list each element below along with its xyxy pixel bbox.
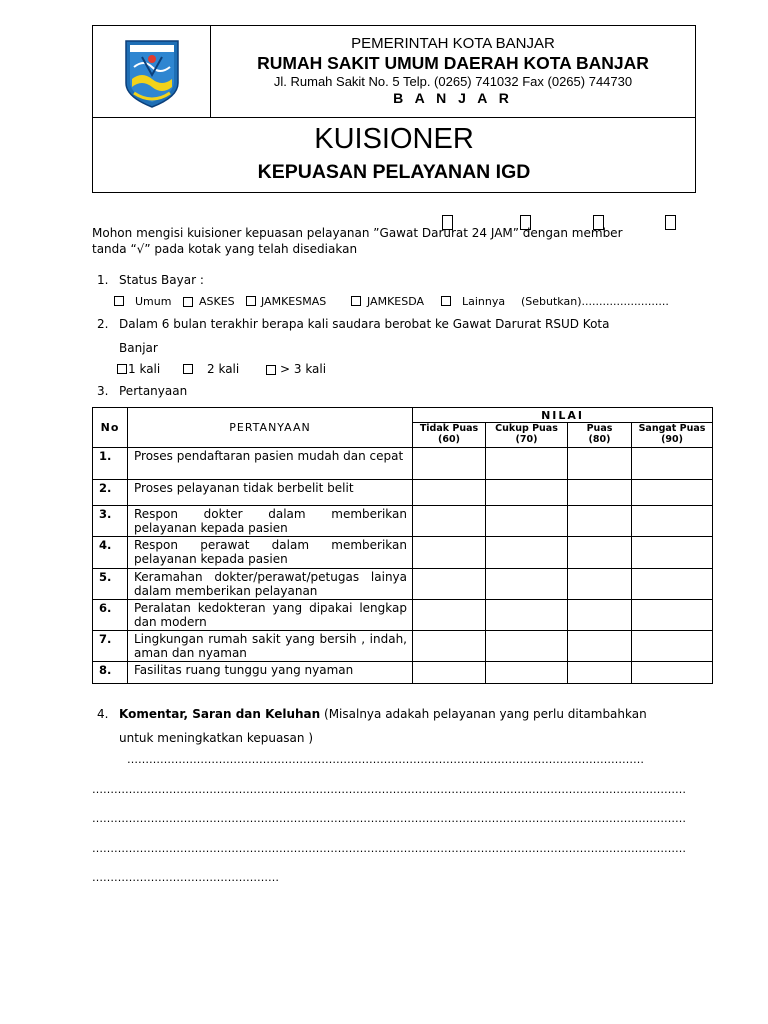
stray-checkbox[interactable] — [520, 215, 531, 230]
rating-cell[interactable] — [568, 569, 632, 600]
q2-text-line-1: Dalam 6 bulan terakhir berapa kali saudara berobat ke Gawat Darurat RSUD Kota — [119, 317, 610, 331]
table-row — [93, 506, 713, 537]
rating-cell[interactable] — [632, 569, 713, 600]
row-question: Proses pelayanan tidak berbelit belit — [128, 480, 413, 506]
rating-cell[interactable] — [413, 600, 486, 631]
logo-cell — [93, 26, 211, 117]
checkbox-1-kali[interactable] — [117, 364, 127, 374]
table-row — [93, 480, 713, 506]
q4-number: 4. — [97, 707, 109, 721]
row-number: 1. — [93, 448, 128, 480]
rating-cell[interactable] — [486, 631, 568, 662]
rating-cell[interactable] — [413, 506, 486, 537]
option-jamkesda-label: JAMKESDA — [367, 295, 425, 308]
q2-number: 2. — [97, 317, 109, 331]
q3-text: Pertanyaan — [119, 384, 188, 398]
rating-cell[interactable] — [413, 662, 486, 684]
rating-cell[interactable] — [568, 506, 632, 537]
option-lainnya-note: (Sebutkan)......................... — [521, 295, 669, 308]
intro-line-1: Mohon mengisi kuisioner kepuasan pelayanan ”Gawat Darurat 24 JAM” dengan member — [92, 226, 623, 240]
checkbox-jamkesmas[interactable] — [246, 296, 256, 306]
hospital-address: Jl. Rumah Sakit No. 5 Telp. (0265) 741032 Fax (0265) 744730 — [273, 74, 633, 89]
column-header-question: PERTANYAAN — [128, 408, 413, 448]
q4-text-line-2: untuk meningkatkan kepuasan ) — [119, 731, 314, 745]
rating-cell[interactable] — [632, 600, 713, 631]
document-title: KUISIONER — [314, 123, 474, 155]
rating-option-cukup-puas: Cukup Puas (70) — [486, 423, 568, 448]
answer-line[interactable]: ……………………………………………………………………………………………………………………………………………… — [92, 812, 686, 825]
row-question: Respon perawat dalam memberikan pelayanan kepada pasien — [128, 537, 413, 569]
row-question: Fasilitas ruang tunggu yang nyaman — [128, 662, 413, 684]
table-row — [93, 662, 713, 684]
rating-cell[interactable] — [413, 631, 486, 662]
row-number: 3. — [93, 506, 128, 537]
satisfaction-table — [92, 407, 713, 684]
checkbox-3-kali[interactable] — [266, 365, 276, 375]
rating-cell[interactable] — [413, 448, 486, 480]
rating-cell[interactable] — [486, 569, 568, 600]
table-row — [93, 631, 713, 662]
rating-cell[interactable] — [632, 480, 713, 506]
row-question: Keramahan dokter/perawat/petugas lainya dalam memberikan pelayanan — [128, 569, 413, 600]
rating-cell[interactable] — [413, 480, 486, 506]
rating-cell[interactable] — [568, 537, 632, 569]
q2-text-line-2: Banjar — [119, 341, 158, 355]
rating-cell[interactable] — [568, 480, 632, 506]
rating-cell[interactable] — [568, 631, 632, 662]
stray-checkbox[interactable] — [665, 215, 676, 230]
q4-text-line-1 — [119, 707, 647, 721]
checkbox-jamkesda[interactable] — [351, 296, 361, 306]
rating-option-puas: Puas (80) — [568, 423, 632, 448]
row-question: Lingkungan rumah sakit yang bersih , indah, aman dan nyaman — [128, 631, 413, 662]
rating-cell[interactable] — [568, 600, 632, 631]
q4-description: (Misalnya adakah pelayanan yang perlu ditambahkan — [320, 707, 647, 721]
rating-option-tidak-puas: Tidak Puas (60) — [413, 423, 486, 448]
row-question: Proses pendaftaran pasien mudah dan cepat — [128, 448, 413, 480]
row-number: 2. — [93, 480, 128, 506]
column-header-rating: NILAI — [413, 408, 713, 423]
checkbox-umum[interactable] — [114, 296, 124, 306]
answer-line[interactable]: …………………………………………………………………………………………………………………………… — [127, 753, 644, 766]
option-umum-label: Umum — [135, 295, 172, 308]
header-divider — [93, 117, 695, 118]
table-row — [93, 537, 713, 569]
stray-checkbox[interactable] — [442, 215, 453, 230]
rating-cell[interactable] — [632, 537, 713, 569]
option-jamkesmas-label: JAMKESMAS — [261, 295, 327, 308]
row-question: Peralatan kedokteran yang dipakai lengkap dan modern — [128, 600, 413, 631]
answer-line[interactable]: ……………………………………………………………………………………………………………………………………………… — [92, 783, 686, 796]
city-name: B A N J A R — [393, 90, 513, 106]
table-row — [93, 448, 713, 480]
q1-number: 1. — [97, 273, 109, 287]
row-number: 8. — [93, 662, 128, 684]
row-number: 6. — [93, 600, 128, 631]
rating-cell[interactable] — [632, 506, 713, 537]
q1-text: Status Bayar : — [119, 273, 204, 287]
stray-checkbox[interactable] — [593, 215, 604, 230]
rating-option-sangat-puas: Sangat Puas (90) — [632, 423, 713, 448]
answer-line[interactable]: ……………………………………………………………………………………………………………………………………………… — [92, 842, 686, 855]
rating-cell[interactable] — [486, 600, 568, 631]
table-row — [93, 569, 713, 600]
column-header-no: No — [93, 408, 128, 448]
document-subtitle: KEPUASAN PELAYANAN IGD — [257, 161, 531, 183]
option-askes-label: ASKES — [199, 295, 235, 308]
rating-cell[interactable] — [413, 569, 486, 600]
option-2-kali-label: 2 kali — [207, 362, 240, 376]
letterhead — [92, 25, 696, 193]
rating-cell[interactable] — [632, 662, 713, 684]
q4-title: Komentar, Saran dan Keluhan — [119, 707, 321, 721]
checkbox-2-kali[interactable] — [183, 364, 193, 374]
row-number: 7. — [93, 631, 128, 662]
government-name: PEMERINTAH KOTA BANJAR — [351, 35, 555, 52]
city-emblem-logo — [122, 37, 182, 109]
row-number: 4. — [93, 537, 128, 569]
table-row — [93, 600, 713, 631]
rating-cell[interactable] — [568, 662, 632, 684]
rating-cell[interactable] — [486, 537, 568, 569]
rating-cell[interactable] — [568, 448, 632, 480]
rating-cell[interactable] — [486, 448, 568, 480]
rating-cell[interactable] — [486, 506, 568, 537]
hospital-name: RUMAH SAKIT UMUM DAERAH KOTA BANJAR — [257, 53, 649, 73]
rating-cell[interactable] — [632, 448, 713, 480]
option-3-kali-label: > 3 kali — [280, 362, 327, 376]
q3-number: 3. — [97, 384, 109, 398]
intro-line-2: tanda “√” pada kotak yang telah disediakan — [92, 242, 358, 256]
option-lainnya-label: Lainnya — [462, 295, 506, 308]
option-1-kali-label: 1 kali — [128, 362, 161, 376]
checkbox-askes[interactable] — [183, 297, 193, 307]
rating-cell[interactable] — [632, 631, 713, 662]
row-question: Respon dokter dalam memberikan pelayanan kepada pasien — [128, 506, 413, 537]
checkbox-lainnya[interactable] — [441, 296, 451, 306]
table-header-row — [93, 408, 713, 423]
rating-cell[interactable] — [486, 480, 568, 506]
rating-cell[interactable] — [486, 662, 568, 684]
row-number: 5. — [93, 569, 128, 600]
rating-cell[interactable] — [413, 537, 486, 569]
answer-line[interactable]: …………………………………………… — [92, 871, 279, 884]
